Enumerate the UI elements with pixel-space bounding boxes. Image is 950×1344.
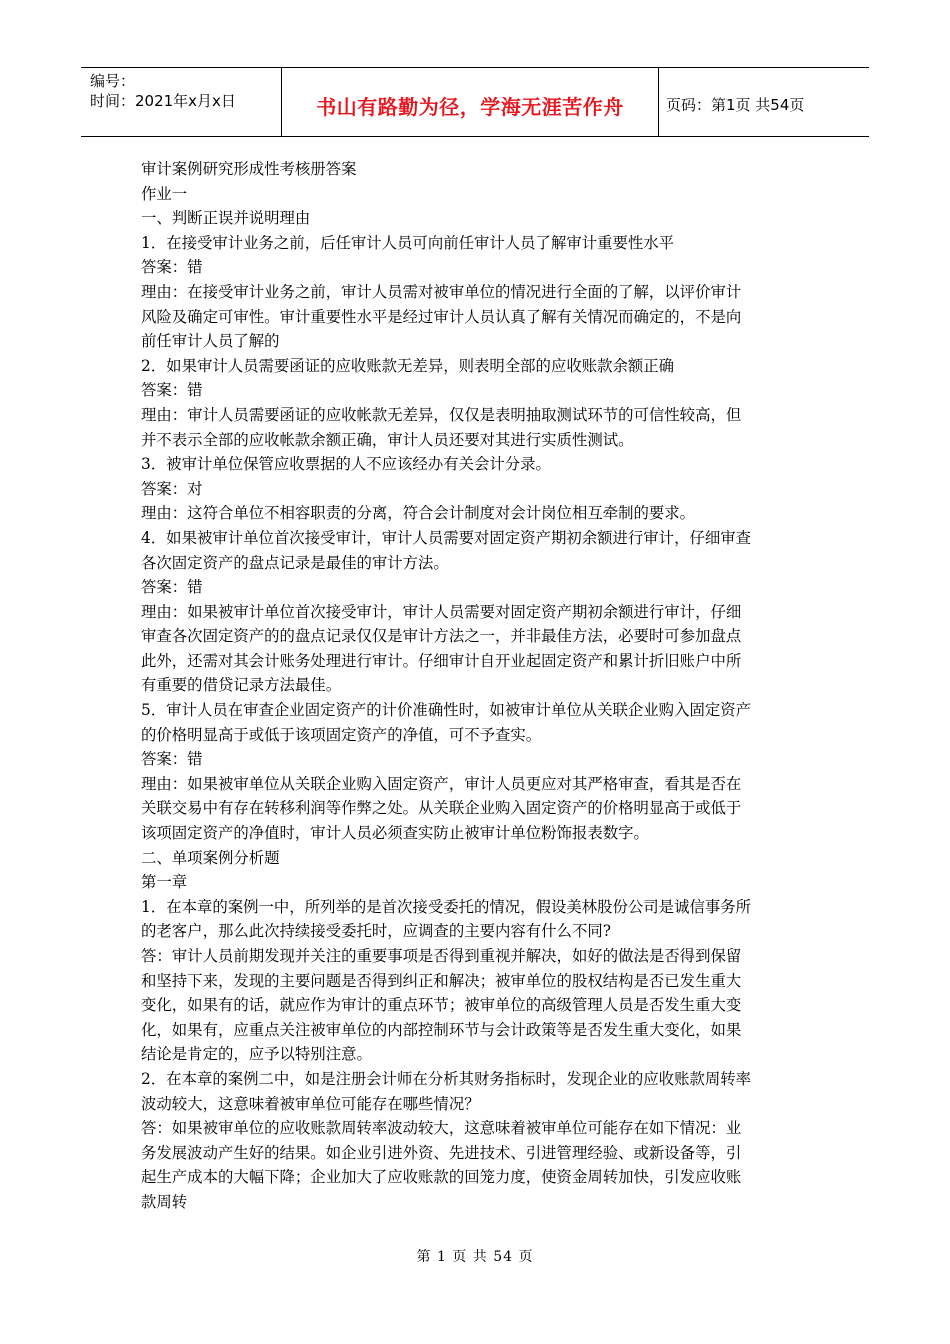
text-line: 答案：对 xyxy=(141,479,203,498)
text-line: 答案：错 xyxy=(141,750,203,769)
text-line: 波动较大，这意味着被审单位可能存在哪些情况？ xyxy=(141,1094,480,1113)
text-line: 答：审计人员前期发现并关注的重要事项是否得到重视并解决，如好的做法是否得到保留 xyxy=(141,947,742,965)
text-line: 各次固定资产的盘点记录是最佳的审计方法。 xyxy=(141,553,449,572)
header-page-cell xyxy=(659,68,869,136)
document-body xyxy=(141,157,811,1215)
text-line: 并不表示全部的应收帐款余额正确，审计人员还要对其进行实质性测试。 xyxy=(141,430,634,449)
text-line: 答：如果被审单位的应收账款周转率波动较大，这意味着被审单位可能存在如下情况：业 xyxy=(141,1119,742,1138)
page-count-label: 页码：第1页 共54页 xyxy=(666,96,805,114)
text-line: 审计案例研究形成性考核册答案 xyxy=(141,160,357,178)
text-line: 风险及确定可审性。审计重要性水平是经过审计人员认真了解有关情况而确定的，不是向 xyxy=(141,307,742,326)
header-info-cell xyxy=(81,68,282,136)
text-line: 起生产成本的大幅下降；企业加大了应收账款的回笼力度，使资金周转加快，引发应收账 xyxy=(141,1168,742,1187)
text-line: 1．在本章的案例一中，所列举的是首次接受委托的情况，假设美林股份公司是诚信事务所 xyxy=(141,897,752,916)
text-line: 1．在接受审计业务之前，后任审计人员可向前任审计人员了解审计重要性水平 xyxy=(141,233,675,252)
motto-text: 书山有路勤为径，学海无涯苦作舟 xyxy=(316,95,624,119)
text-line: 答案：错 xyxy=(141,258,203,277)
text-line: 和坚持下来，发现的主要问题是否得到纠正和解决；被审单位的股权结构是否已发生重大 xyxy=(141,971,742,990)
text-line: 理由：审计人员需要函证的应收帐款无差异，仅仅是表明抽取测试环节的可信性较高，但 xyxy=(141,405,742,424)
text-line: 2．在本章的案例二中，如是注册会计师在分析其财务指标时，发现企业的应收账款周转率 xyxy=(141,1069,752,1088)
text-line: 作业一 xyxy=(141,184,188,203)
header-table xyxy=(81,67,869,137)
text-line: 4．如果被审计单位首次接受审计，审计人员需要对固定资产期初余额进行审计，仔细审查 xyxy=(141,528,752,547)
text-line: 款周转 xyxy=(141,1192,188,1211)
text-line: 此外，还需对其会计账务处理进行审计。仔细审计自开业起固定资产和累计折旧账户中所 xyxy=(141,651,742,670)
header-motto-cell xyxy=(282,68,659,136)
text-line: 二、单项案例分析题 xyxy=(141,848,280,867)
text-line: 理由：如果被审单位从关联企业购入固定资产，审计人员更应对其严格审查，看其是否在 xyxy=(141,774,742,793)
text-line: 前任审计人员了解的 xyxy=(141,332,280,351)
text-line: 答案：错 xyxy=(141,381,203,400)
text-line: 变化，如果有的话，就应作为审计的重点环节；被审单位的高级管理人员是否发生重大变 xyxy=(141,996,742,1015)
text-line: 的价格明显高于或低于该项固定资产的净值，可不予查实。 xyxy=(141,725,542,744)
text-line: 第一章 xyxy=(141,873,188,892)
page-footer: 第 1 页 共 54 页 xyxy=(416,1249,534,1265)
text-line: 审查各次固定资产的的盘点记录仅仅是审计方法之一，并非最佳方法，必要时可参加盘点 xyxy=(141,627,742,646)
text-line: 理由：在接受审计业务之前，审计人员需对被审单位的情况进行全面的了解，以评价审计 xyxy=(141,282,742,301)
text-line: 理由：如果被审计单位首次接受审计，审计人员需要对固定资产期初余额进行审计，仔细 xyxy=(141,602,742,621)
date-label: 时间：2021年x月x日 xyxy=(90,92,236,110)
text-line: 3．被审计单位保管应收票据的人不应该经办有关会计分录。 xyxy=(141,455,551,474)
text-line: 该项固定资产的净值时，审计人员必须查实防止被审计单位粉饰报表数字。 xyxy=(141,824,649,843)
text-line: 关联交易中有存在转移利润等作弊之处。从关联企业购入固定资产的价格明显高于或低于 xyxy=(141,799,742,818)
text-line: 务发展波动产生好的结果。如企业引进外资、先进技术、引进管理经验、或新设备等，引 xyxy=(141,1143,742,1162)
text-line: 5．审计人员在审查企业固定资产的计价准确性时，如被审计单位从关联企业购入固定资产 xyxy=(141,701,752,720)
text-line: 化，如果有，应重点关注被审单位的内部控制环节与会计政策等是否发生重大变化，如果 xyxy=(141,1020,742,1039)
text-line: 一、判断正误并说明理由 xyxy=(141,209,311,228)
text-line: 结论是肯定的，应予以特别注意。 xyxy=(141,1045,372,1064)
text-line: 理由：这符合单位不相容职责的分离，符合会计制度对会计岗位相互牵制的要求。 xyxy=(141,504,696,523)
serial-label: 编号： xyxy=(90,72,136,90)
text-line: 2．如果审计人员需要函证的应收账款无差异，则表明全部的应收账款余额正确 xyxy=(141,356,675,375)
text-line: 有重要的借贷记录方法最佳。 xyxy=(141,676,342,695)
text-line: 答案：错 xyxy=(141,578,203,597)
text-line: 的老客户，那么此次持续接受委托时，应调查的主要内容有什么不同? xyxy=(141,922,611,941)
